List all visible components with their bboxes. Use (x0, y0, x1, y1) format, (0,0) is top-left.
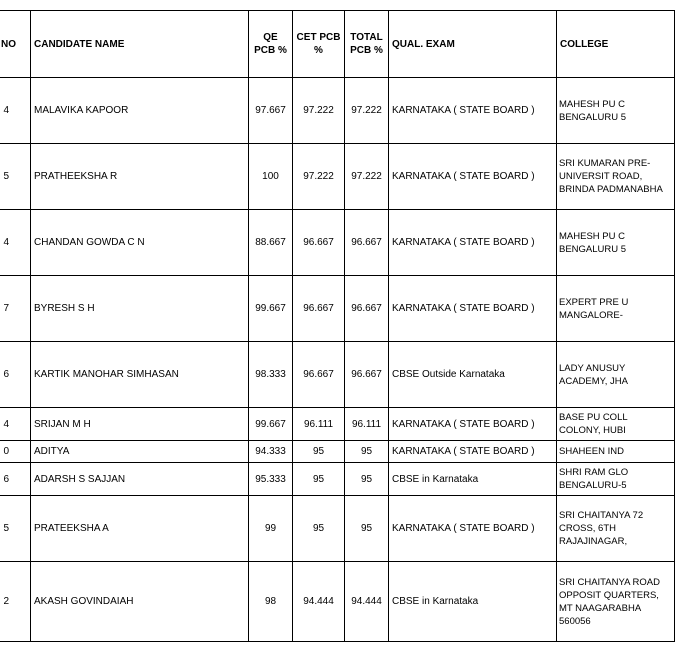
col-header-college: COLLEGE (557, 11, 675, 78)
exam-cell: KARNATAKA ( STATE BOARD ) (389, 441, 557, 463)
exam-cell: KARNATAKA ( STATE BOARD ) (389, 78, 557, 144)
name-cell: CHANDAN GOWDA C N (31, 210, 249, 276)
table-row (0, 144, 675, 210)
total-cell: 96.667 (345, 210, 389, 276)
cet-cell: 95 (293, 496, 345, 562)
name-cell: KARTIK MANOHAR SIMHASAN (31, 342, 249, 408)
name-cell: AKASH GOVINDAIAH (31, 562, 249, 642)
name-cell: ADITYA (31, 441, 249, 463)
col-header-qe: QE PCB % (249, 11, 293, 78)
table-row (0, 210, 675, 276)
cet-cell: 97.222 (293, 78, 345, 144)
sl-cell: 7 (0, 276, 31, 342)
table-row (0, 78, 675, 144)
college-cell: SRI CHAITANYA ROAD OPPOSIT QUARTERS, MT NAAGARABHA 560056 (557, 562, 675, 642)
total-cell: 97.222 (345, 144, 389, 210)
name-cell: PRATEEKSHA A (31, 496, 249, 562)
col-header-total: TOTAL PCB % (345, 11, 389, 78)
sl-cell: 4 (0, 210, 31, 276)
cet-cell: 95 (293, 441, 345, 463)
qe-cell: 99.667 (249, 408, 293, 441)
total-cell: 95 (345, 463, 389, 496)
col-header-exam: QUAL. EXAM (389, 11, 557, 78)
table-row (0, 441, 675, 463)
qe-cell: 88.667 (249, 210, 293, 276)
cet-cell: 96.667 (293, 342, 345, 408)
college-cell: EXPERT PRE U MANGALORE- (557, 276, 675, 342)
table-row (0, 562, 675, 642)
cet-cell: 95 (293, 463, 345, 496)
total-cell: 96.667 (345, 276, 389, 342)
sl-cell: 0 (0, 441, 31, 463)
qe-cell: 98.333 (249, 342, 293, 408)
col-header-cet: CET PCB % (293, 11, 345, 78)
qe-cell: 94.333 (249, 441, 293, 463)
cet-cell: 96.667 (293, 210, 345, 276)
exam-cell: KARNATAKA ( STATE BOARD ) (389, 210, 557, 276)
name-cell: MALAVIKA KAPOOR (31, 78, 249, 144)
college-cell: SRI CHAITANYA 72 CROSS, 6TH RAJAJINAGAR, (557, 496, 675, 562)
college-cell: SHAHEEN IND (557, 441, 675, 463)
cet-cell: 94.444 (293, 562, 345, 642)
table-row (0, 496, 675, 562)
total-cell: 95 (345, 441, 389, 463)
name-cell: SRIJAN M H (31, 408, 249, 441)
qe-cell: 100 (249, 144, 293, 210)
college-cell: BASE PU COLL COLONY, HUBI (557, 408, 675, 441)
header-row (0, 11, 675, 78)
qe-cell: 99.667 (249, 276, 293, 342)
sl-cell: 5 (0, 496, 31, 562)
cet-cell: 97.222 (293, 144, 345, 210)
name-cell: BYRESH S H (31, 276, 249, 342)
exam-cell: KARNATAKA ( STATE BOARD ) (389, 144, 557, 210)
sl-cell: 6 (0, 342, 31, 408)
college-cell: SHRI RAM GLO BENGALURU-5 (557, 463, 675, 496)
exam-cell: KARNATAKA ( STATE BOARD ) (389, 276, 557, 342)
college-cell: MAHESH PU C BENGALURU 5 (557, 210, 675, 276)
col-header-sl: NO (0, 11, 31, 78)
exam-cell: CBSE in Karnataka (389, 463, 557, 496)
total-cell: 95 (345, 496, 389, 562)
table-row (0, 342, 675, 408)
cet-cell: 96.667 (293, 276, 345, 342)
total-cell: 96.667 (345, 342, 389, 408)
exam-cell: KARNATAKA ( STATE BOARD ) (389, 496, 557, 562)
qe-cell: 97.667 (249, 78, 293, 144)
total-cell: 97.222 (345, 78, 389, 144)
total-cell: 96.111 (345, 408, 389, 441)
qe-cell: 99 (249, 496, 293, 562)
exam-cell: CBSE in Karnataka (389, 562, 557, 642)
col-header-name: CANDIDATE NAME (31, 11, 249, 78)
results-table (0, 10, 675, 642)
sl-cell: 4 (0, 408, 31, 441)
name-cell: ADARSH S SAJJAN (31, 463, 249, 496)
college-cell: MAHESH PU C BENGALURU 5 (557, 78, 675, 144)
qe-cell: 95.333 (249, 463, 293, 496)
qe-cell: 98 (249, 562, 293, 642)
exam-cell: CBSE Outside Karnataka (389, 342, 557, 408)
table-row (0, 463, 675, 496)
table-row (0, 276, 675, 342)
sl-cell: 4 (0, 78, 31, 144)
exam-cell: KARNATAKA ( STATE BOARD ) (389, 408, 557, 441)
sl-cell: 2 (0, 562, 31, 642)
sl-cell: 5 (0, 144, 31, 210)
sl-cell: 6 (0, 463, 31, 496)
cet-cell: 96.111 (293, 408, 345, 441)
college-cell: SRI KUMARAN PRE-UNIVERSIT ROAD, BRINDA PADMANABHA (557, 144, 675, 210)
table-row (0, 408, 675, 441)
name-cell: PRATHEEKSHA R (31, 144, 249, 210)
total-cell: 94.444 (345, 562, 389, 642)
college-cell: LADY ANUSUY ACADEMY, JHA (557, 342, 675, 408)
